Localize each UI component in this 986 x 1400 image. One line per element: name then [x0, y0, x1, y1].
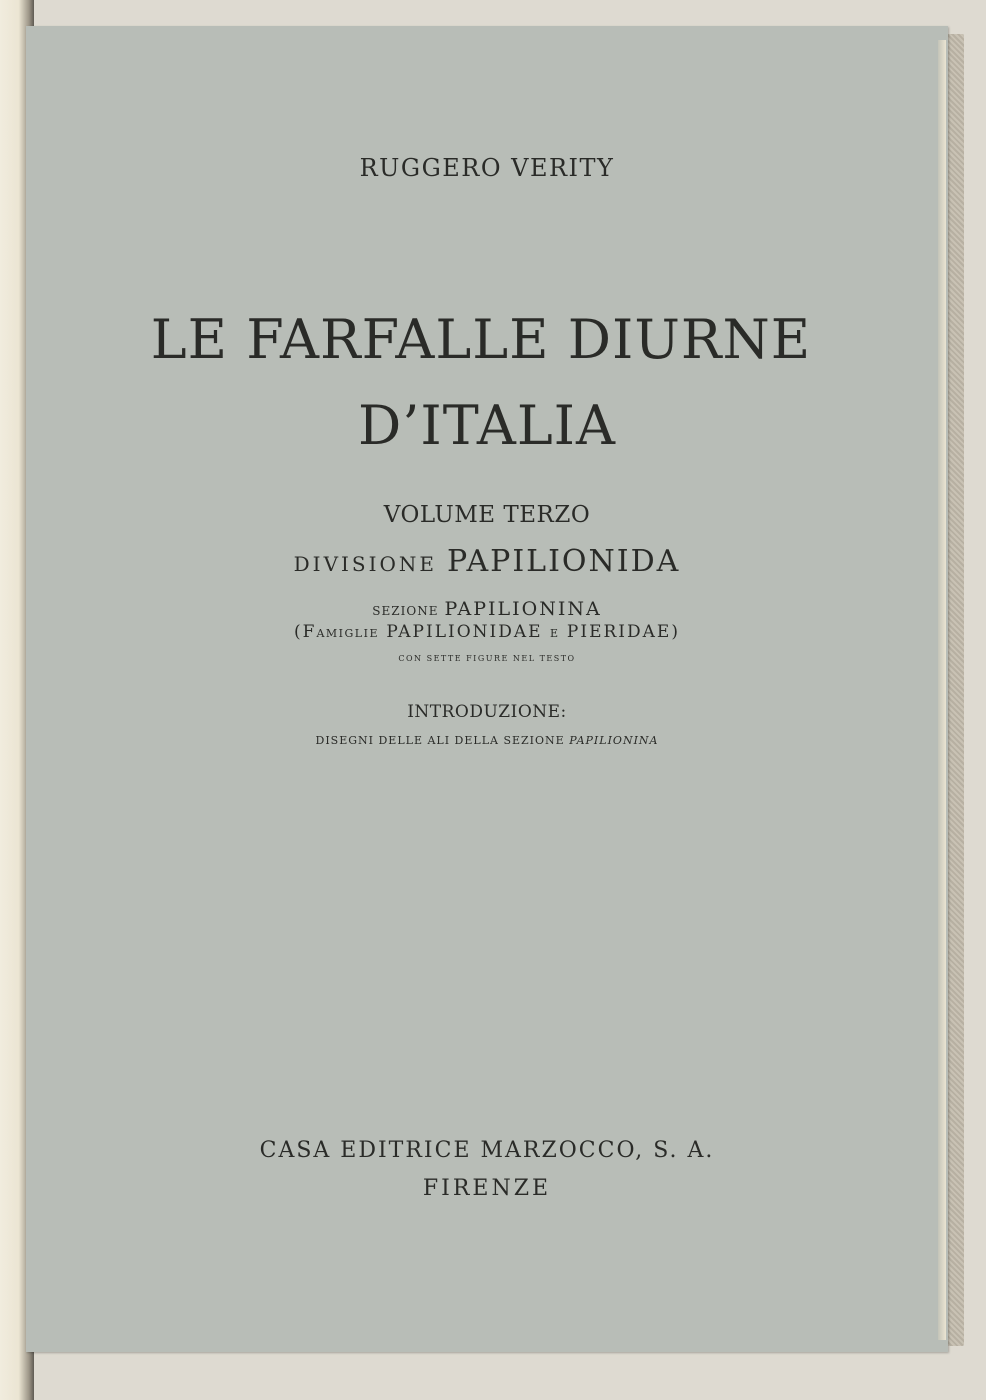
volume-label: VOLUME TERZO: [383, 502, 591, 528]
publisher-name: CASA EDITRICE MARZOCCO, S. A.: [259, 1138, 715, 1163]
families-open: (F: [294, 622, 317, 642]
title-line-1: LE FARFALLE DIURNE: [150, 308, 812, 371]
families-conjunction: E: [549, 627, 560, 640]
page-fore-edge: [938, 40, 946, 1340]
wings-text: DISEGNI DELLE ALI DELLA SEZIONE: [315, 734, 565, 747]
introduction-label: INTRODUZIONE:: [407, 702, 567, 722]
division-name: PAPILIONIDA: [447, 544, 681, 579]
families-name-2: PIERIDAE): [566, 622, 680, 642]
wings-italic: PAPILIONINA: [569, 734, 659, 747]
figures-note: CON SETTE FIGURE NEL TESTO: [398, 654, 576, 663]
families-line: [26, 622, 948, 642]
division-label: DIVISIONE: [293, 552, 438, 576]
author-name: RUGGERO VERITY: [359, 154, 615, 182]
division-line: [26, 544, 948, 579]
section-label: SEZIONE: [372, 604, 439, 618]
families-label: AMIGLIE: [316, 627, 379, 640]
publisher-city: FIRENZE: [422, 1176, 552, 1201]
title-line-2: D’ITALIA: [357, 394, 617, 457]
families-name-1: PAPILIONIDAE: [386, 622, 543, 642]
wings-line: [26, 734, 948, 747]
section-line: [26, 598, 948, 620]
title-page: [26, 26, 948, 1352]
section-name: PAPILIONINA: [444, 598, 602, 620]
